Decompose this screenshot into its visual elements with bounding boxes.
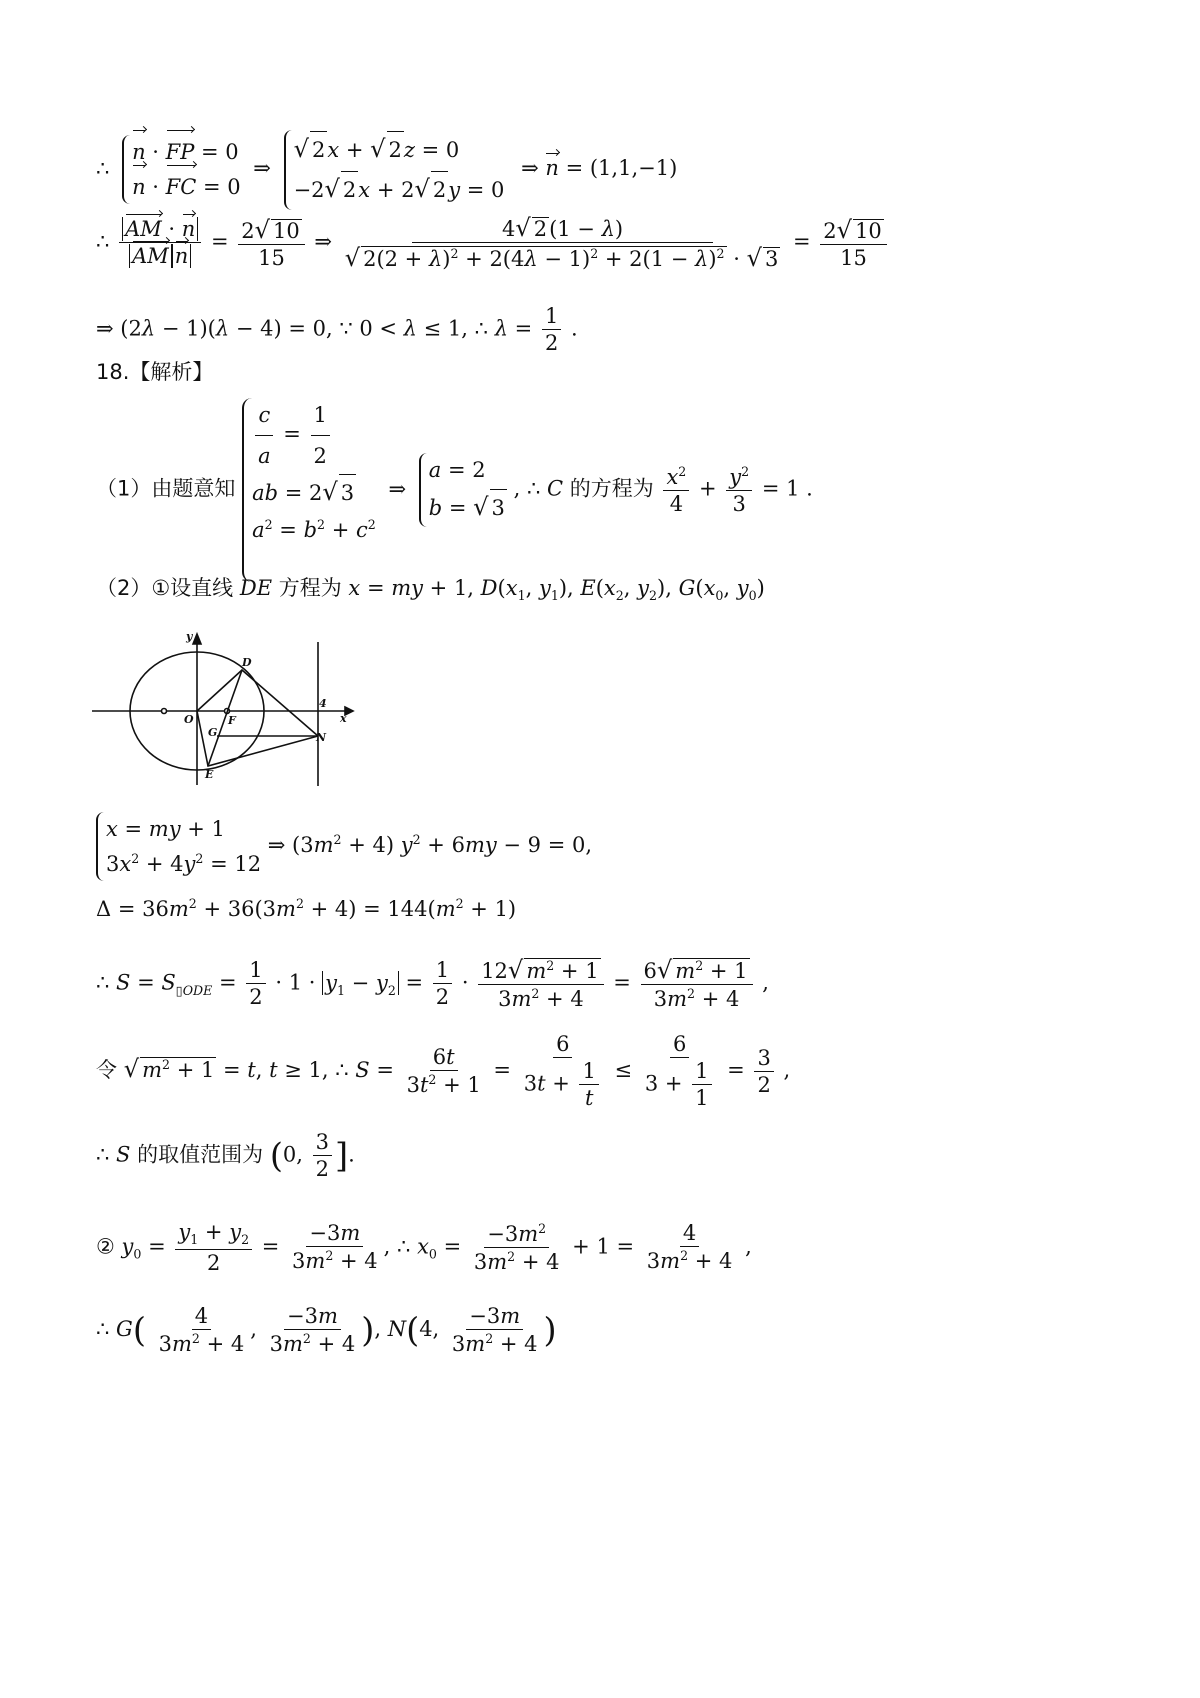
discriminant-line: $\Delta = 36m^2 + 36(3m^2 + 4) = 144(m^2 + 1)$ [96, 896, 517, 921]
label-o: O [184, 713, 194, 726]
substitution-t-line: 令 √ $m^2 + 1 = t$, t ≥ 1, ∴ S = $\frac{6t}{3t^2 + 1}$ = 6 3t + $\frac{1}{t}$ ≤ 6 3 + $\frac{1}{1}$ = $\frac{3}{2}$ , [96, 1032, 791, 1110]
part1-prefix: （1）由题意知 [96, 476, 236, 501]
part2-line-text: 方程为 [278, 576, 342, 600]
lambda-solution: ⇒ (2λ − 1)(λ − 4) = 0, ∵ 0 < λ ≤ 1, ∴ λ = $\frac{1}{2}$ . [96, 304, 578, 355]
part1-result-text: 的方程为 [569, 476, 654, 501]
part2-line: （2）①设直线 DE 方程为 x = my + 1, $D(x_1$, $y_1$), $E(x_2$, $y_2$), $G(x_0$, $y_0$) [96, 576, 765, 604]
label-f: F [228, 714, 236, 727]
let-text: 令 [96, 1058, 117, 1082]
part1-line: （1）由题意知 $\frac{c}{a}$ = $\frac{1}{2}$ ab = 2√ 3 $a^2 = b^2 + c^2$ ⇒ a = 2 b = √ 3 , ∴ C 的方程为 $\frac{x^2}{4}$ + $\frac{y^2}{3}$ = 1 . [96, 398, 813, 582]
circled-two: ② [96, 1234, 115, 1259]
area-line: ∴ $S = S_{▯ODE}$ = $\frac{1}{2}$ · $1 \cdot y_1 - y_2$ = $\frac{1}{2}$ · $\frac{12√ m^2 + 1}{3m^2 + 4}$ = $\frac{6√ m^2 + 1}{3m^2 + 4}$ , [96, 956, 769, 1012]
label-d: D [242, 656, 252, 669]
points-g-n-line: ∴ G( $\frac{4}{3m^2 + 4}$ , $\frac{-3m}{3m^2 + 4}$ ), N(4, $\frac{-3m}{3m^2 + 4}$ ) [96, 1304, 557, 1356]
label-g: G [208, 726, 218, 739]
midpoint-line: ② $y_0$ = $\frac{y_1 + y_2}{2}$ = $\frac{-3m}{3m^2 + 4}$ , ∴ $x_0$ = $\frac{-3m^2}{3m^2 + 4}$ + 1 = $\frac{4}{3m^2 + 4}$ , [96, 1220, 752, 1275]
label-n: N [316, 731, 327, 744]
part2-prefix: （2）①设直线 [96, 576, 234, 600]
section-header: 18.【解析】 [96, 360, 214, 384]
normal-vector-system: ∴ n · FP = 0 n · FC = 0 ⇒ √ 2x + √ 2z = 0 −2√ 2x + 2√ 2y = 0 ⇒ n = (1,1,−1) [96, 130, 677, 210]
label-x: x [340, 712, 347, 725]
range-text: 的取值范围为 [137, 1142, 264, 1167]
ellipse-diagram [90, 630, 360, 790]
label-y: y [186, 630, 193, 643]
range-line: ∴ S 的取值范围为 (0, $\frac{3}{2}$ ]. [96, 1130, 355, 1181]
label-four: 4 [319, 697, 327, 710]
angle-equation: ∴ $\frac{AM \cdot n}{\text{AM n}}$ = $\frac{2√ 10}{15}$ ⇒ $\frac{4√ 2(1 - \lambda)}{√ 2(2 + \lambda)^2 + 2(4\lambda - 1)^2 + 2(1 - \lambda)^2 \cdot √ 3}$ = $\frac{2√ 10}{15}$ [96, 216, 890, 270]
label-e: E [205, 768, 214, 781]
substitution-system: x = my + 1 $3x^2 + 4y^2 = 12$ ⇒ $(3m^2 + 4) y^2 + 6my - 9 = 0$, [96, 812, 592, 881]
